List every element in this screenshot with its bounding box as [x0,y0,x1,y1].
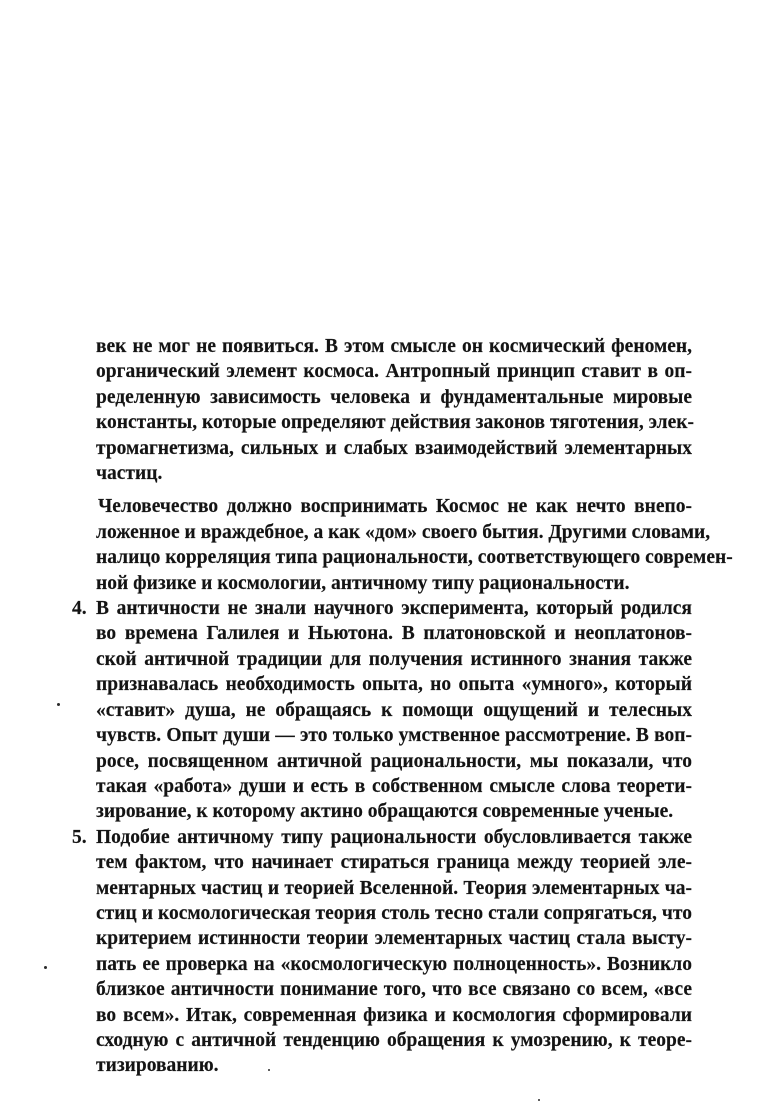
text-line: зирование, к которому актино обращаются современные ученые. [96,801,674,823]
text-line: Подобие античному типу рациональности обусловливается также [96,826,692,848]
text-line: пать ее проверка на «космологическую полноценность». Возникло [96,953,692,975]
text-line: органический элемент космоса. Антропный принцип ставит в оп- [96,361,692,383]
body-text [72,334,733,1079]
text-line: сходную с античной тенденцию обращения к умозрению, к теоре- [96,1029,692,1051]
text-line: ментарных частиц и теорией Вселенной. Теория элементарных ча- [96,877,692,899]
text-line: ной физике и космологии, античному типу рациональности. [96,572,630,594]
text-line: тромагнетизма, сильных и слабых взаимодействий элементарных [96,437,692,459]
scan-speck [44,966,47,969]
text-line: Человечество должно воспринимать Космос не как нечто внепо- [98,496,692,518]
text-line: частиц. [96,463,163,485]
text-line: константы, которые определяют действия законов тяготения, элек- [96,412,694,434]
list-item-number: 4. [72,598,87,620]
text-line: «ставит» душа, не обращаясь к помощи ощущений и телесных [96,699,692,721]
text-line: чувств. Опыт души — это только умственное рассмотрение. В воп- [96,725,692,747]
paragraph-continued [96,334,692,486]
text-line: ределенную зависимость человека и фундаментальные мировые [96,386,692,408]
text-line: ской античной традиции для получения истинного знания также [96,648,692,670]
text-line: век не мог не появиться. В этом смысле он космический феномен, [96,336,692,357]
text-line: ложенное и враждебное, а как «дом» своего бытия. Другими словами, [96,521,711,543]
text-line: близкое античности понимание того, что все связано со всем, «все [96,979,692,1001]
text-line: стиц и космологическая теория столь тесно стали сопрягаться, что [96,902,692,924]
text-line: налицо корреляция типа рациональности, соответствующего современ- [96,547,733,569]
text-line: росе, посвященном античной рациональности, мы показали, что [96,750,692,772]
scan-speck [57,703,60,706]
text-line: В античности не знали научного эксперимента, который родился [96,598,692,620]
text-line: во всем». Итак, современная физика и космология сформировали [96,1004,692,1026]
text-line: во времена Галилея и Ньютона. В платоновской и неоплатонов- [96,623,692,645]
list-item-4 [72,596,692,825]
paragraph-second [96,494,733,596]
text-line: критерием истинности теории элементарных частиц стала высту- [96,928,692,950]
text-line: такая «работа» души и есть в собственном смысле слова теорети- [96,775,692,797]
text-line: тизированию. [96,1055,219,1077]
list-item-number: 5. [72,826,87,848]
text-line: признавалась необходимость опыта, но опыта «умного», который [96,674,692,696]
scan-speck [538,1099,540,1101]
list-item-5 [72,825,692,1079]
text-line: тем фактом, что начинает стираться граница между теорией эле- [96,852,692,874]
